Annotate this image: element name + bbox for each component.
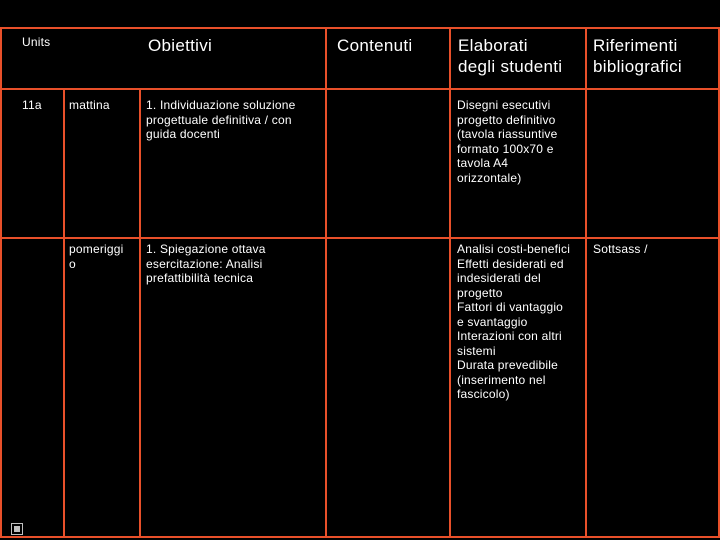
- row2-riferimenti: Sottsass /: [593, 242, 648, 256]
- grid-line-left: [0, 27, 2, 537]
- row1-unit: 11a: [22, 98, 42, 112]
- grid-line-col5: [585, 27, 587, 537]
- grid-line-row1-bottom: [0, 237, 720, 239]
- grid-line-bottom: [0, 536, 720, 538]
- row2-session: pomeriggi o: [69, 242, 124, 271]
- row1-session: mattina: [69, 98, 110, 112]
- grid-line-header-bottom: [0, 88, 720, 90]
- header-obiettivi: Obiettivi: [148, 36, 213, 55]
- grid-line-col2: [139, 89, 141, 537]
- row2-elaborati: Analisi costi-benefici Effetti desiderati ed indesiderati del progetto Fattori di vantaggio e svantaggio Interazioni con altri sistemi Durata prevedibile (inserimento nel fascicolo): [457, 242, 571, 401]
- grid-line-col4: [449, 27, 451, 537]
- slide-nav-icon[interactable]: [11, 523, 23, 535]
- row1-obiettivi: 1. Individuazione soluzione progettuale definitiva / con guida docenti: [146, 98, 296, 141]
- row1-elaborati: Disegni esecutivi progetto definitivo (tavola riassuntive formato 100x70 e tavola A4 orizzontale): [457, 98, 558, 185]
- header-contenuti: Contenuti: [337, 36, 413, 55]
- grid-line-col3: [325, 27, 327, 537]
- grid-line-top: [0, 27, 720, 29]
- header-riferimenti: Riferimenti bibliografici: [593, 36, 682, 76]
- row2-obiettivi: 1. Spiegazione ottava esercitazione: Analisi prefattibilità tecnica: [146, 242, 266, 285]
- grid-line-col1: [63, 89, 65, 537]
- header-elaborati: Elaborati degli studenti: [458, 36, 563, 76]
- header-units: Units: [22, 35, 51, 49]
